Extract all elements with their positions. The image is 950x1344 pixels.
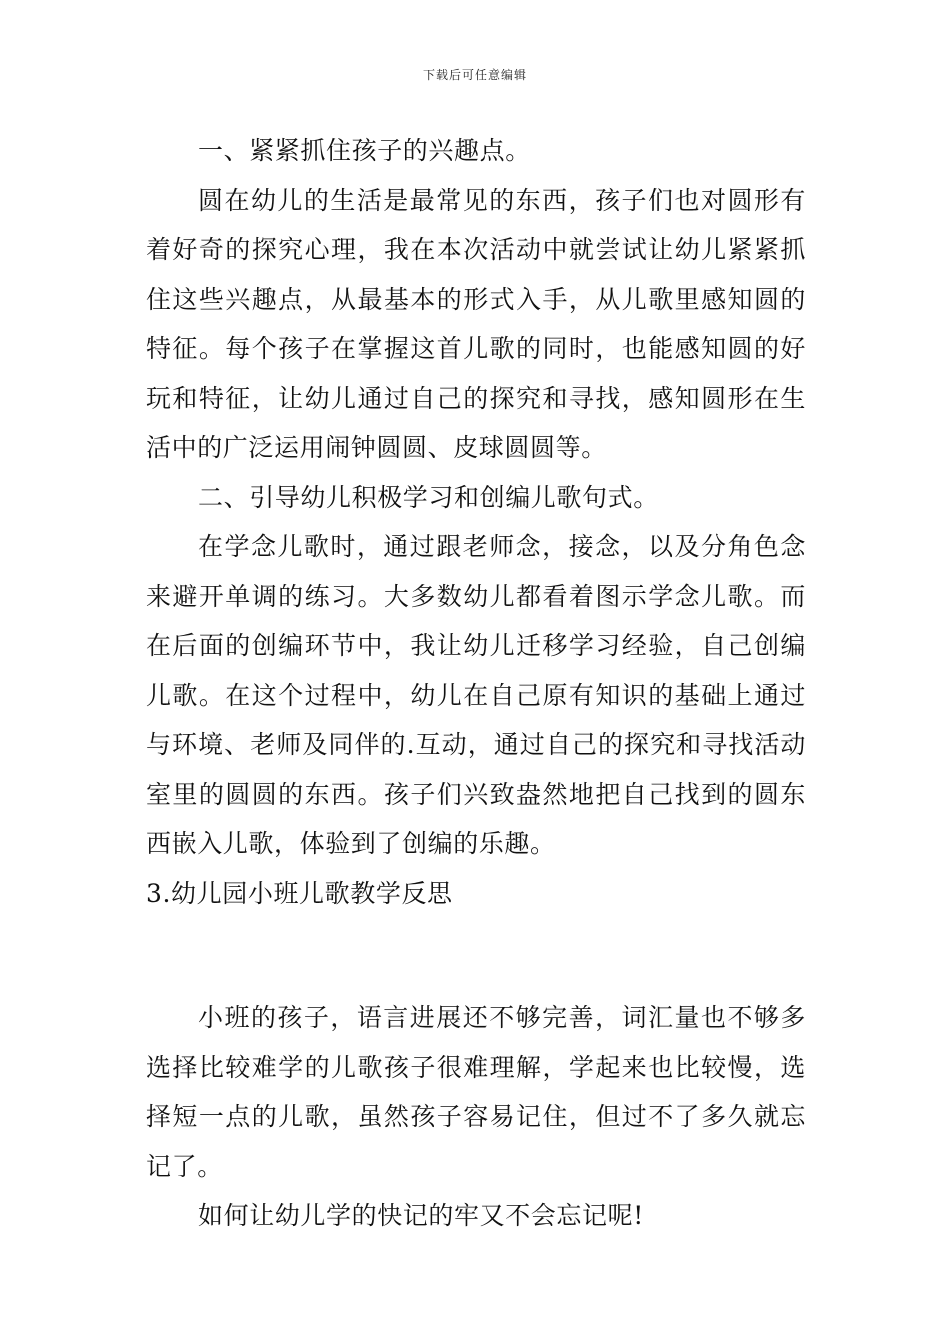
paragraph-circle-life: 圆在幼儿的生活是最常见的东西，孩子们也对圆形有着好奇的探究心理，我在本次活动中就尝试让幼儿紧紧抓住这些兴趣点，从最基本的形式入手，从儿歌里感知圆的特征。每个孩子在掌握这首儿歌的同时，也能感知圆的好玩和特征，让幼儿通过自己的探究和寻找，感知圆形在生活中的广泛运用闹钟圆圆、皮球圆圆等。 [146,185,806,462]
paragraph-small-class: 小班的孩子，语言进展还不够完善，词汇量也不够多选择比较难学的儿歌孩子很难理解，学起来也比较慢，选择短一点的儿歌，虽然孩子容易记住，但过不了多久就忘记了。 [146,1003,806,1181]
heading-interest-point: 一、紧紧抓住孩子的兴趣点。 [198,136,531,165]
paragraph-question: 如何让幼儿学的快记的牢又不会忘记呢! [198,1201,644,1230]
section-title: 3.幼儿园小班儿歌教学反思 [146,878,453,908]
paragraph-learning-songs: 在学念儿歌时，通过跟老师念，接念，以及分角色念来避开单调的练习。大多数幼儿都看着图示学念儿歌。而在后面的创编环节中，我让幼儿迁移学习经验，自己创编儿歌。在这个过程中，幼儿在自己原有知识的基础上通过与环境、老师及同伴的.互动，通过自己的探究和寻找活动室里的圆圆的东西。孩子们兴致盎然地把自己找到的圆东西嵌入儿歌，体验到了创编的乐趣。 [146,532,806,858]
section-gap [146,918,806,993]
page-header: 下载后可任意编辑 [422,68,527,82]
document-body [146,126,806,1241]
heading-guide-creation: 二、引导幼儿积极学习和创编儿歌句式。 [198,482,659,512]
